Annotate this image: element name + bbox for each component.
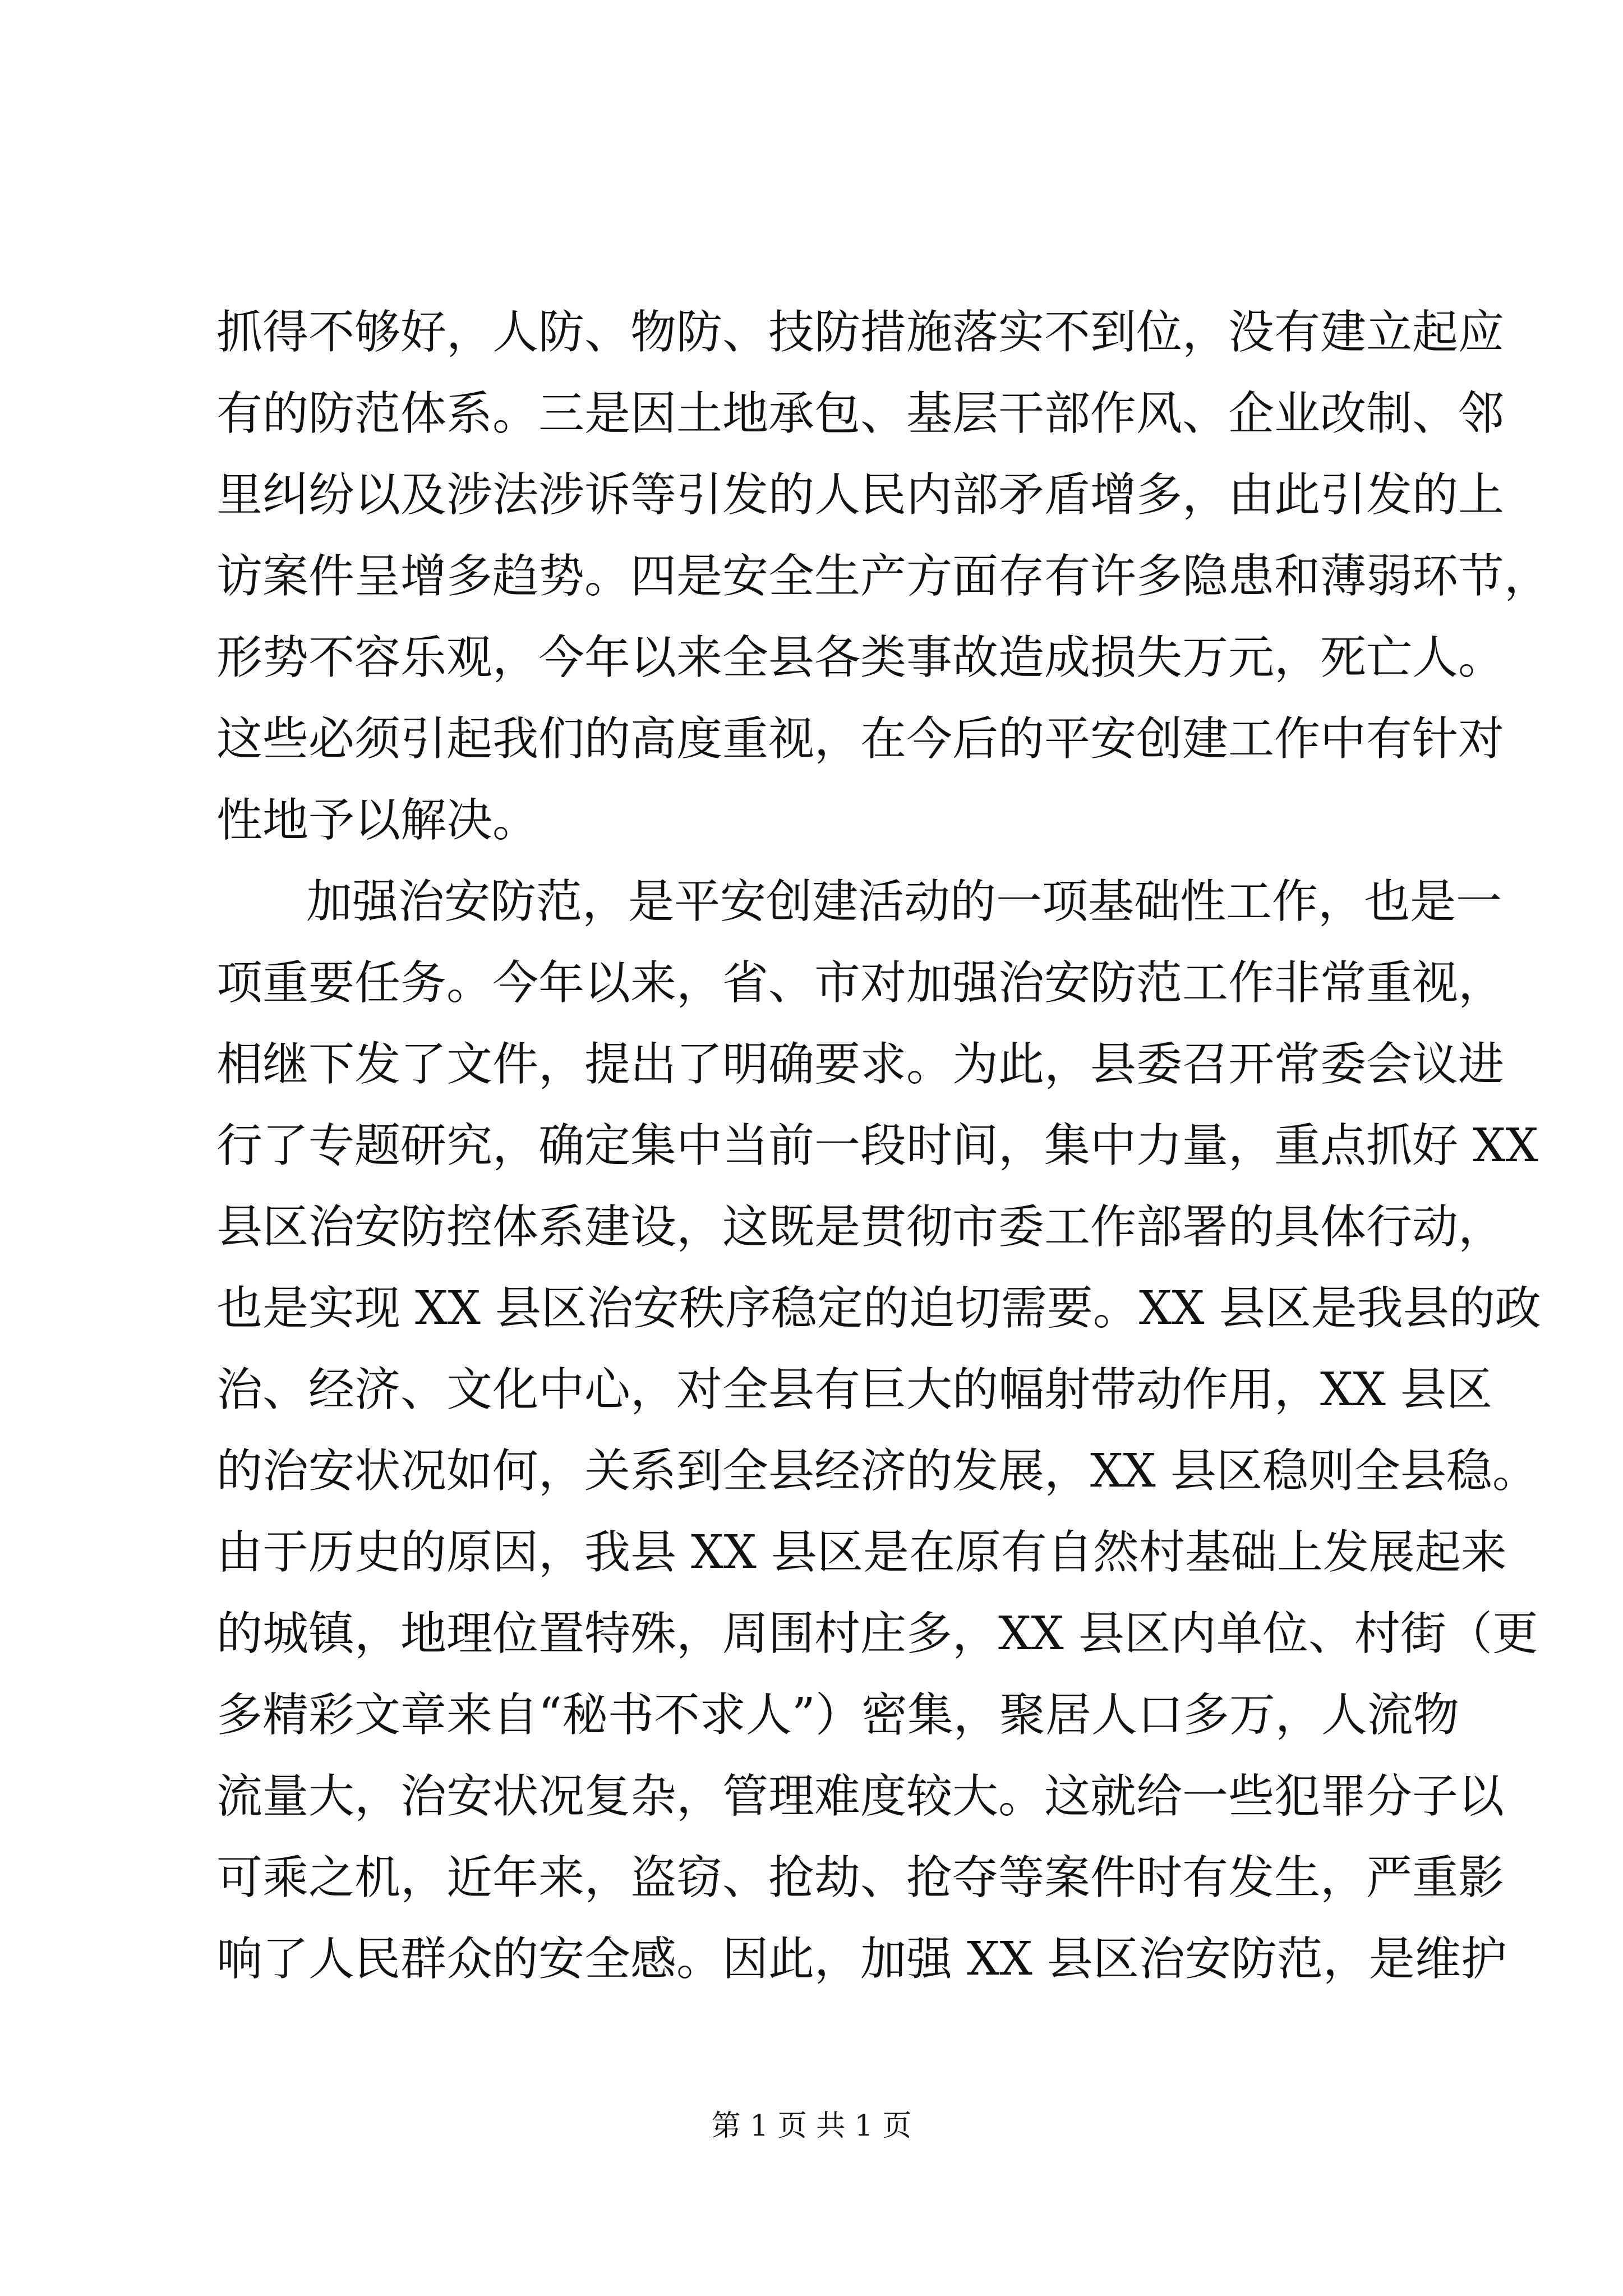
text-line: 的城镇，地理位置特殊，周围村庄多，XX 县区内单位、村街（更 — [216, 1607, 1538, 1660]
text-line: 流量大，治安状况复杂，管理难度较大。这就给一些犯罪分子以 — [216, 1770, 1505, 1823]
text-line: 行了专题研究，确定集中当前一段时间，集中力量，重点抓好 XX — [216, 1119, 1538, 1172]
text-line: 里纠纷以及涉法涉诉等引发的人民内部矛盾增多，由此引发的上 — [216, 468, 1505, 522]
text-line: 访案件呈增多趋势。四是安全生产方面存有许多隐患和薄弱环节， — [216, 550, 1551, 603]
body-text — [216, 292, 1551, 2000]
text-line: 相继下发了文件，提出了明确要求。为此，县委召开常委会议进 — [216, 1038, 1505, 1091]
page-footer — [0, 2106, 1623, 2146]
page-number: 第 1 页 共 1 页 — [711, 2109, 912, 2143]
text-line: 响了人民群众的安全感。因此，加强 XX 县区治安防范，是维护 — [216, 1932, 1507, 1986]
text-line: 性地予以解决。 — [216, 794, 539, 847]
text-line: 县区治安防控体系建设，这既是贯彻市委工作部署的具体行动， — [216, 1200, 1505, 1254]
text-line: 的治安状况如何，关系到全县经济的发展，XX 县区稳则全县稳。 — [216, 1444, 1538, 1498]
text-line: 项重要任务。今年以来，省、市对加强治安防范工作非常重视， — [216, 956, 1505, 1010]
text-line: 治、经济、文化中心，对全县有巨大的幅射带动作用，XX 县区 — [216, 1363, 1492, 1416]
text-line: 加强治安防范，是平安创建活动的一项基础性工作，也是一 — [306, 875, 1502, 928]
text-line: 抓得不够好，人防、物防、技防措施落实不到位，没有建立起应 — [216, 306, 1505, 359]
text-line: 多精彩文章来自“秘书不求人”）密集，聚居人口多万，人流物 — [216, 1688, 1459, 1742]
text-line: 由于历史的原因，我县 XX 县区是在原有自然村基础上发展起来 — [216, 1526, 1507, 1579]
text-line: 可乘之机，近年来，盗窃、抢劫、抢夺等案件时有发生，严重影 — [216, 1851, 1505, 1904]
text-line: 有的防范体系。三是因土地承包、基层干部作风、企业改制、邻 — [216, 387, 1505, 440]
text-line: 形势不容乐观，今年以来全县各类事故造成损失万元，死亡人。 — [216, 631, 1505, 684]
text-line: 这些必须引起我们的高度重视，在今后的平安创建工作中有针对 — [216, 712, 1505, 766]
text-line: 也是实现 XX 县区治安秩序稳定的迫切需要。XX 县区是我县的政 — [216, 1282, 1541, 1335]
